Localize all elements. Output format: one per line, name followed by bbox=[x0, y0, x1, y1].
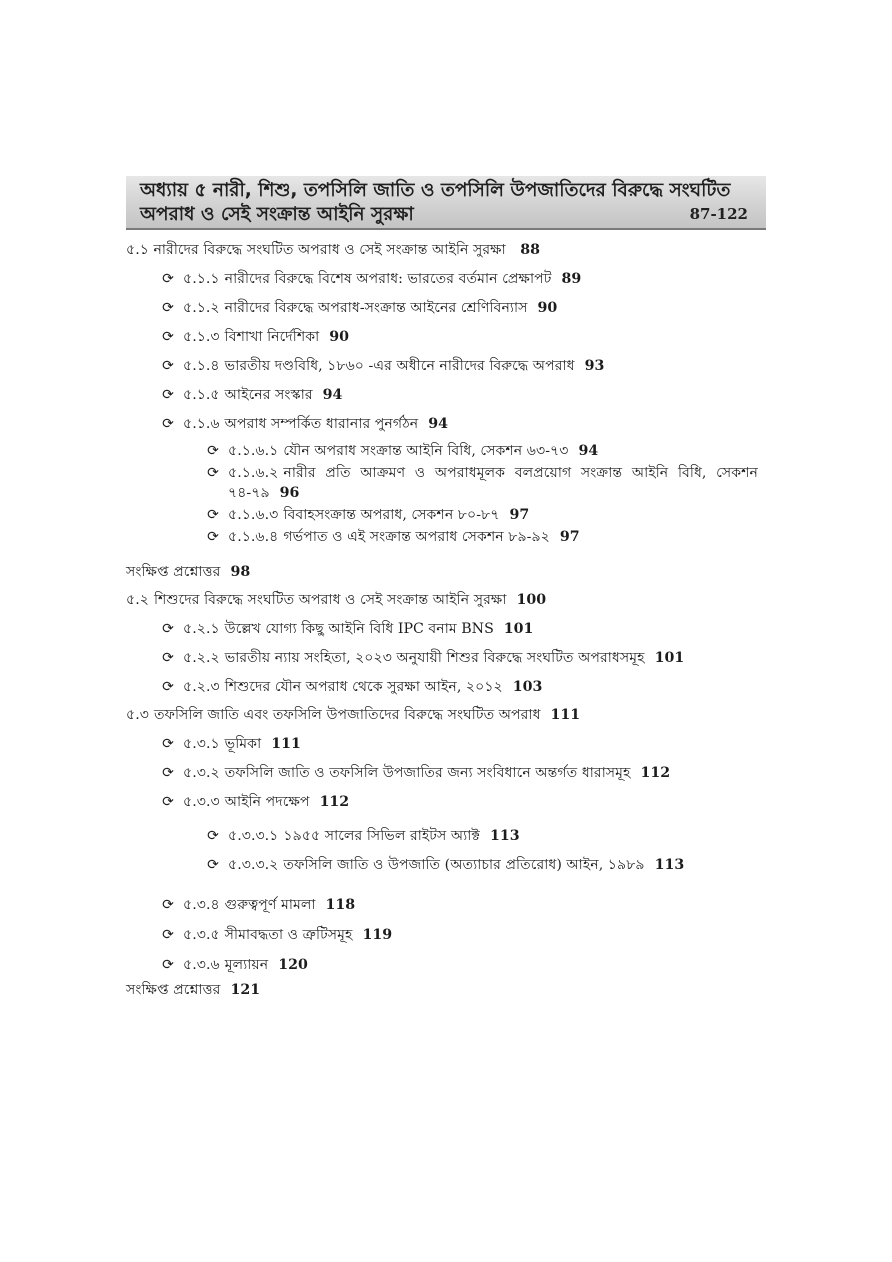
entry-number: ৫.১.৬.১ bbox=[228, 443, 279, 459]
entry-title: তফসিলি জাতি এবং তফসিলি উপজাতিদের বিরুদ্ধে সংঘটিত অপরাধ bbox=[153, 707, 541, 723]
entry-title: নারীদের বিরুদ্ধে সংঘটিত অপরাধ ও সেই সংক্রান্ত আইনি সুরক্ষা bbox=[153, 242, 506, 258]
entry-page: 93 bbox=[584, 358, 605, 374]
arrow-bullet-icon: ⟳ bbox=[162, 679, 174, 695]
arrow-bullet-icon: ⟳ bbox=[207, 443, 219, 459]
entry-page: 96 bbox=[279, 485, 300, 501]
entry-page: 94 bbox=[428, 416, 448, 432]
entry-number: ৫.৩.৩ bbox=[183, 794, 220, 810]
arrow-bullet-icon: ⟳ bbox=[162, 957, 174, 973]
arrow-bullet-icon: ⟳ bbox=[162, 621, 174, 637]
entry-page: 112 bbox=[319, 794, 350, 810]
entry-title: নারীদের বিরুদ্ধে বিশেষ অপরাধ: ভারতের বর্তমান প্রেক্ষাপট bbox=[224, 271, 552, 287]
arrow-bullet-icon: ⟳ bbox=[162, 736, 174, 752]
toc-entry-5-3-1[interactable] bbox=[160, 734, 301, 754]
toc-entry-5-1-6-2[interactable] bbox=[205, 463, 758, 503]
toc-entry-5-1[interactable] bbox=[126, 240, 540, 260]
entry-title: গর্ভপাত ও এই সংক্রান্ত অপরাধ সেকশন ৮৯-৯২ bbox=[283, 529, 550, 545]
entry-number: ৫.৩.৫ bbox=[183, 927, 220, 943]
toc-entry-5-2-2[interactable] bbox=[160, 648, 684, 668]
arrow-bullet-icon: ⟳ bbox=[162, 794, 174, 810]
entry-title: গুরুত্বপূর্ণ মামলা bbox=[224, 897, 316, 913]
entry-number: ৫.২.৩ bbox=[183, 679, 220, 695]
arrow-bullet-icon: ⟳ bbox=[207, 465, 219, 481]
entry-number: ৫.১.৩ bbox=[183, 329, 220, 345]
entry-title: শিশুদের বিরুদ্ধে সংঘটিত অপরাধ ও সেই সংক্রান্ত আইনি সুরক্ষা bbox=[153, 592, 507, 608]
toc-entry-5-1-2[interactable] bbox=[160, 298, 557, 318]
entry-page: 112 bbox=[640, 765, 671, 781]
toc-entry-5-3-4[interactable] bbox=[160, 895, 355, 915]
toc-entry-5-3-2[interactable] bbox=[160, 763, 670, 783]
arrow-bullet-icon: ⟳ bbox=[207, 507, 219, 523]
entry-number: ৫.৩.৩.২ bbox=[228, 857, 279, 873]
arrow-bullet-icon: ⟳ bbox=[162, 416, 174, 432]
toc-entry-5-3-3-2[interactable] bbox=[205, 855, 684, 875]
entry-title: তফসিলি জাতি ও তফসিলি উপজাতির জন্য সংবিধানে অন্তর্গত ধারাসমূহ bbox=[224, 765, 631, 781]
entry-title: শিশুদের যৌন অপরাধ থেকে সুরক্ষা আইন, ২০১২ bbox=[224, 679, 503, 695]
entry-page: 90 bbox=[537, 300, 558, 316]
entry-page: 118 bbox=[325, 897, 356, 913]
entry-title: বিবাহসংক্রান্ত অপরাধ, সেকশন ৮০-৮৭ bbox=[283, 507, 500, 523]
toc-entry-5-3-3-1[interactable] bbox=[205, 826, 520, 846]
entry-title: বিশাখা নির্দেশিকা bbox=[224, 329, 320, 345]
entry-page: 111 bbox=[550, 707, 581, 723]
arrow-bullet-icon: ⟳ bbox=[162, 329, 174, 345]
chapter-title: অধ্যায় ৫ নারী, শিশু, তপসিলি জাতি ও তপসিলি উপজাতিদের বিরুদ্ধে সংঘটিত অপরাধ ও সেই সংক্রান্ত আইনি সুরক্ষা bbox=[140, 180, 731, 225]
arrow-bullet-icon: ⟳ bbox=[162, 765, 174, 781]
toc-entry-short-qa-2[interactable] bbox=[126, 980, 260, 1000]
entry-page: 97 bbox=[559, 529, 580, 545]
chapter-page-range: 87-122 bbox=[689, 205, 748, 223]
entry-page: 103 bbox=[512, 679, 543, 695]
entry-page: 89 bbox=[561, 271, 582, 287]
entry-title: তফসিলি জাতি ও উপজাতি (অত্যাচার প্রতিরোধ) আইন, ১৯৮৯ bbox=[283, 857, 645, 873]
entry-page: 101 bbox=[503, 621, 534, 637]
entry-title: অপরাধ সম্পর্কিত ধারানার পুনর্গঠন bbox=[224, 416, 419, 432]
entry-title: ভূমিকা bbox=[224, 736, 262, 752]
entry-title: সংক্ষিপ্ত প্রশ্নোত্তর bbox=[126, 564, 221, 580]
entry-number: ৫.২ bbox=[126, 592, 149, 608]
entry-page: 121 bbox=[230, 982, 261, 998]
entry-number: ৫.১.৬.২ bbox=[228, 465, 279, 481]
toc-entry-5-1-6-4[interactable] bbox=[205, 527, 580, 547]
entry-number: ৫.১.৬.৪ bbox=[228, 529, 279, 545]
entry-page: 97 bbox=[509, 507, 530, 523]
entry-number: ৫.৩ bbox=[126, 707, 149, 723]
entry-title: আইনি পদক্ষেপ bbox=[224, 794, 310, 810]
arrow-bullet-icon: ⟳ bbox=[162, 300, 174, 316]
arrow-bullet-icon: ⟳ bbox=[162, 358, 174, 374]
toc-entry-5-1-1[interactable] bbox=[160, 269, 581, 289]
entry-number: ৫.২.১ bbox=[183, 621, 220, 637]
toc-entry-5-2[interactable] bbox=[126, 590, 546, 610]
entry-number: ৫.১.৫ bbox=[183, 387, 220, 403]
entry-number: ৫.১.৪ bbox=[183, 358, 220, 374]
entry-page: 94 bbox=[322, 387, 343, 403]
toc-entry-5-1-5[interactable] bbox=[160, 385, 342, 405]
arrow-bullet-icon: ⟳ bbox=[162, 927, 174, 943]
entry-page: 88 bbox=[520, 242, 541, 258]
entry-title: ভারতীয় ন্যায় সংহিতা, ২০২৩ অনুযায়ী শিশুর বিরুদ্ধে সংঘটিত অপরাধসমূহ bbox=[224, 650, 645, 666]
entry-title: ভারতীয় দণ্ডবিধি, ১৮৬০ -এর অধীনে নারীদের বিরুদ্ধে অপরাধ bbox=[224, 358, 575, 374]
arrow-bullet-icon: ⟳ bbox=[162, 650, 174, 666]
entry-page: 119 bbox=[362, 927, 393, 943]
arrow-bullet-icon: ⟳ bbox=[162, 387, 174, 403]
arrow-bullet-icon: ⟳ bbox=[207, 529, 219, 545]
toc-entry-5-3-3[interactable] bbox=[160, 792, 349, 812]
arrow-bullet-icon: ⟳ bbox=[162, 897, 174, 913]
toc-entry-short-qa-1[interactable] bbox=[126, 562, 250, 582]
toc-entry-5-1-6-3[interactable] bbox=[205, 505, 529, 525]
entry-title: মূল্যায়ন bbox=[224, 957, 269, 973]
arrow-bullet-icon: ⟳ bbox=[207, 828, 219, 844]
entry-title: সংক্ষিপ্ত প্রশ্নোত্তর bbox=[126, 982, 221, 998]
toc-entry-5-1-3[interactable] bbox=[160, 327, 349, 347]
entry-number: ৫.১.২ bbox=[183, 300, 220, 316]
entry-number: ৫.১.৬ bbox=[183, 416, 220, 432]
entry-title: আইনের সংস্কার bbox=[224, 387, 313, 403]
entry-number: ৫.৩.৬ bbox=[183, 957, 220, 973]
toc-entry-5-2-1[interactable] bbox=[160, 619, 533, 639]
entry-title: নারীদের বিরুদ্ধে অপরাধ-সংক্রান্ত আইনের শ্রেণিবিন্যাস bbox=[224, 300, 528, 316]
entry-number: ৫.৩.২ bbox=[183, 765, 220, 781]
entry-page: 90 bbox=[329, 329, 350, 345]
toc-entry-5-3-5[interactable] bbox=[160, 925, 392, 945]
entry-page: 120 bbox=[278, 957, 308, 973]
toc-entry-5-3[interactable] bbox=[126, 705, 580, 725]
chapter-header bbox=[126, 176, 766, 230]
toc-entry-5-2-3[interactable] bbox=[160, 677, 542, 697]
entry-page: 111 bbox=[271, 736, 301, 752]
toc-entry-5-1-6-1[interactable] bbox=[205, 441, 598, 461]
toc-entry-5-3-6[interactable] bbox=[160, 955, 308, 975]
entry-page: 113 bbox=[654, 857, 685, 873]
entry-title: সীমাবদ্ধতা ও ত্রুটিসমূহ bbox=[224, 927, 353, 943]
entry-page: 100 bbox=[516, 592, 547, 608]
arrow-bullet-icon: ⟳ bbox=[207, 857, 219, 873]
arrow-bullet-icon: ⟳ bbox=[162, 271, 174, 287]
entry-number: ৫.১ bbox=[126, 242, 149, 258]
entry-title: যৌন অপরাধ সংক্রান্ত আইনি বিধি, সেকশন ৬৩-৭৩ bbox=[283, 443, 569, 459]
entry-page: 98 bbox=[230, 564, 251, 580]
toc-entry-5-1-6[interactable] bbox=[160, 414, 448, 434]
entry-page: 113 bbox=[489, 828, 520, 844]
entry-number: ৫.১.৬.৩ bbox=[228, 507, 279, 523]
entry-number: ৫.৩.৩.১ bbox=[228, 828, 279, 844]
entry-page: 94 bbox=[578, 443, 599, 459]
toc-entry-5-1-4[interactable] bbox=[160, 356, 604, 376]
entry-number: ৫.৩.১ bbox=[183, 736, 220, 752]
entry-title: নারীর প্রতি আক্রমণ ও অপরাধমূলক বলপ্রয়োগ সংক্রান্ত আইনি বিধি, সেকশন ৭৪-৭৯ bbox=[228, 465, 758, 501]
entry-number: ৫.১.১ bbox=[183, 271, 220, 287]
entry-title: উল্লেখ যোগ্য কিছু আইনি বিধি IPC বনাম BNS bbox=[224, 621, 494, 637]
entry-title: ১৯৫৫ সালের সিভিল রাইটস অ্যাক্ট bbox=[283, 828, 480, 844]
entry-number: ৫.২.২ bbox=[183, 650, 220, 666]
entry-number: ৫.৩.৪ bbox=[183, 897, 220, 913]
entry-page: 101 bbox=[654, 650, 685, 666]
